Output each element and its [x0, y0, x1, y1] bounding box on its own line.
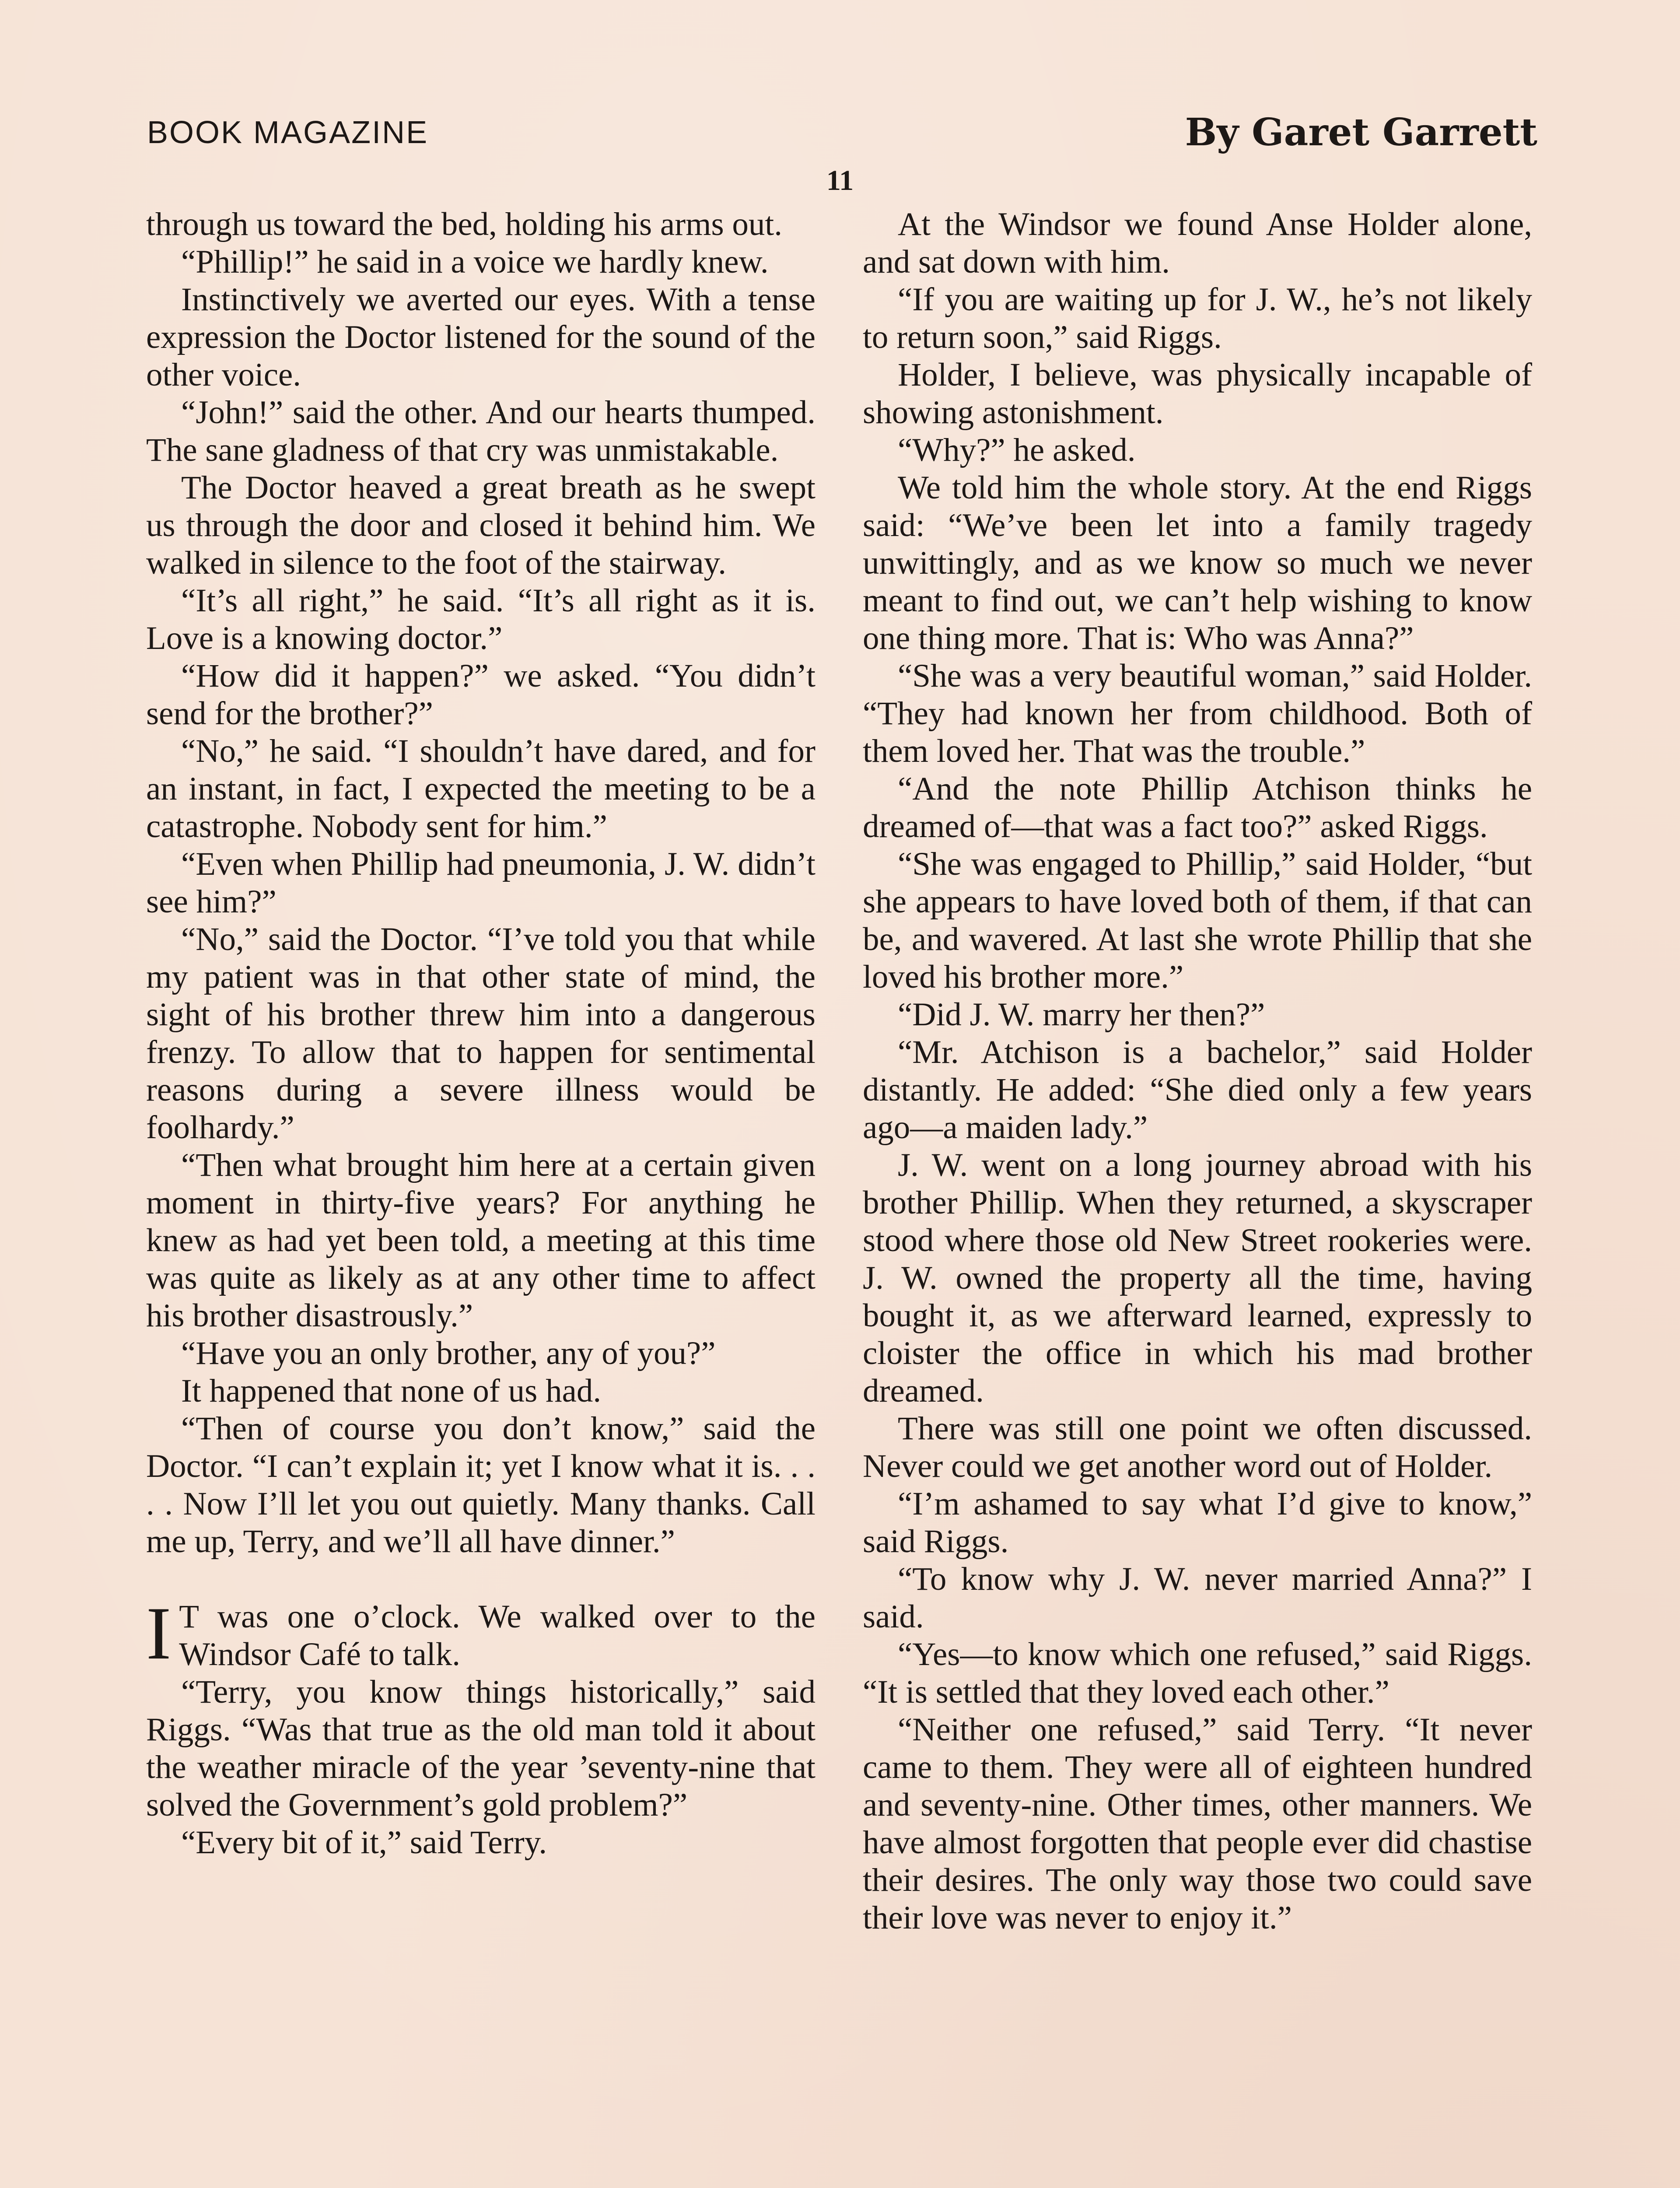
paragraph — [146, 733, 816, 845]
paragraph — [863, 657, 1532, 770]
paragraph — [146, 921, 816, 1147]
paragraph-text: J. W. went on a long journey abroad with his brother Phillip. When they returned, a skyscraper stood where those old New Street rookeries were. J. W. owned the property all the time, having bought it, as we afterward learned, expressly to cloister the office in which his mad brother dreamed. — [863, 1147, 1532, 1409]
paragraph-text: “Mr. Atchison is a bachelor,” said Holder distantly. He added: “She died only a few years ago—a maiden lady.” — [863, 1034, 1532, 1146]
paragraph-text: “If you are waiting up for J. W., he’s not likely to return soon,” said Riggs. — [863, 281, 1532, 355]
paragraph-text: “No,” said the Doctor. “I’ve told you that while my patient was in that other state of mind, the sight of his brother threw him into a dangerous frenzy. To allow that to happen for sentimental reasons during a severe illness would be foolhardy.” — [146, 921, 816, 1146]
right-text-column — [863, 206, 1532, 1937]
paragraph-text: “John!” said the other. And our hearts thumped. The sane gladness of that cry was unmistakable. — [146, 394, 816, 468]
paragraph-text: “Have you an only brother, any of you?” — [181, 1335, 716, 1371]
paragraph-text: T was one o’clock. We walked over to the Windsor Café to talk. — [179, 1599, 816, 1673]
paragraph — [863, 431, 1532, 469]
paragraph-text: Instinctively we averted our eyes. With a tense expression the Doctor listened for the sound of the other voice. — [146, 281, 816, 393]
paragraph — [146, 243, 816, 281]
paragraph-text: “Phillip!” he said in a voice we hardly knew. — [181, 244, 769, 280]
paragraph-text: “Why?” he asked. — [898, 432, 1136, 468]
page-number: 11 — [826, 165, 854, 196]
paragraph — [146, 469, 816, 582]
paragraph — [146, 1335, 816, 1372]
paragraph — [146, 1824, 816, 1862]
paragraph-text: “She was a very beautiful woman,” said Holder. “They had known her from childhood. Both of them loved her. That was the trouble.” — [863, 658, 1532, 769]
paragraph — [146, 582, 816, 657]
paragraph — [146, 206, 816, 243]
paragraph — [863, 770, 1532, 845]
paragraph — [863, 1410, 1532, 1485]
paragraph — [863, 845, 1532, 996]
left-text-column — [146, 206, 816, 1862]
paragraph — [863, 1636, 1532, 1711]
paragraph — [863, 356, 1532, 431]
paragraph-text: “Yes—to know which one refused,” said Riggs. “It is settled that they loved each other.” — [863, 1636, 1532, 1710]
paragraph — [146, 1147, 816, 1335]
paragraph — [146, 1410, 816, 1560]
paragraph — [146, 394, 816, 469]
paragraph — [146, 1592, 816, 1675]
paragraph — [863, 996, 1532, 1034]
paragraph — [146, 657, 816, 733]
paragraph — [863, 469, 1532, 657]
paragraph — [863, 1034, 1532, 1147]
paragraph-text: “Terry, you know things historically,” said Riggs. “Was that true as the old man told it about the weather miracle of the year ’seventy-nine that solved the Government’s gold problem?” — [146, 1674, 816, 1823]
paragraph-text: Holder, I believe, was physically incapable of showing astonishment. — [863, 357, 1532, 431]
paragraph-text: “Even when Phillip had pneumonia, J. W. didn’t see him?” — [146, 846, 816, 920]
paragraph — [863, 281, 1532, 356]
running-head-publication: BOOK MAGAZINE — [147, 115, 429, 150]
paragraph-text: through us toward the bed, holding his arms out. — [146, 206, 783, 242]
paragraph-text: “How did it happen?” we asked. “You didn’t send for the brother?” — [146, 658, 816, 732]
paragraph-text: “It’s all right,” he said. “It’s all right as it is. Love is a knowing doctor.” — [146, 582, 816, 656]
paragraph-text: “And the note Phillip Atchison thinks he dreamed of—that was a fact too?” asked Riggs. — [863, 771, 1532, 845]
running-head-author: By Garet Garrett — [1185, 110, 1537, 154]
paragraph — [146, 845, 816, 921]
paragraph-text: “Neither one refused,” said Terry. “It never came to them. They were all of eighteen hundred and seventy-nine. Other times, other manners. We have almost forgotten that people ever did chastise their desires. The only way those two could save their love was never to enjoy it.” — [863, 1711, 1532, 1936]
paragraph-text: There was still one point we often discussed. Never could we get another word out of Holder. — [863, 1410, 1532, 1484]
paragraph-text: We told him the whole story. At the end Riggs said: “We’ve been let into a family tragedy unwittingly, and as we know so much we never meant to find out, we can’t help wishing to know one thing more. That is: Who was Anna?” — [863, 470, 1532, 656]
drop-cap: I — [146, 1592, 172, 1675]
paragraph-text: “To know why J. W. never married Anna?” I said. — [863, 1561, 1532, 1635]
paragraph — [863, 1147, 1532, 1410]
paragraph — [863, 1711, 1532, 1937]
paragraph-text: “I’m ashamed to say what I’d give to know,” said Riggs. — [863, 1486, 1532, 1560]
paragraph-text: “Then what brought him here at a certain given moment in thirty-five years? For anything he knew as had yet been told, a meeting at this time was quite as likely as at any other time to affect his brother disastrously.” — [146, 1147, 816, 1334]
paragraph-text: “No,” he said. “I shouldn’t have dared, and for an instant, in fact, I expected the meeting to be a catastrophe. Nobody sent for him.” — [146, 733, 816, 845]
paragraph-text: The Doctor heaved a great breath as he swept us through the door and closed it behind him. We walked in silence to the foot of the stairway. — [146, 470, 816, 581]
paragraph — [863, 206, 1532, 281]
paragraph — [863, 1485, 1532, 1560]
paragraph — [146, 281, 816, 394]
paragraph — [146, 1673, 816, 1824]
paragraph-text: “Every bit of it,” said Terry. — [181, 1824, 547, 1861]
paragraph-text: “Did J. W. marry her then?” — [898, 996, 1265, 1033]
paragraph-text: “Then of course you don’t know,” said the Doctor. “I can’t explain it; yet I know what it is. . . . . Now I’ll let you out quietly. Many thanks. Call me up, Terry, and we’ll all have dinner.” — [146, 1410, 816, 1560]
paragraph-text: At the Windsor we found Anse Holder alone, and sat down with him. — [863, 206, 1532, 280]
paragraph-text: “She was engaged to Phillip,” said Holder, “but she appears to have loved both of them, if that can be, and wavered. At last she wrote Phillip that she loved his brother more.” — [863, 846, 1532, 995]
paragraph-text: It happened that none of us had. — [181, 1373, 602, 1409]
paragraph — [146, 1372, 816, 1410]
paragraph — [863, 1560, 1532, 1636]
